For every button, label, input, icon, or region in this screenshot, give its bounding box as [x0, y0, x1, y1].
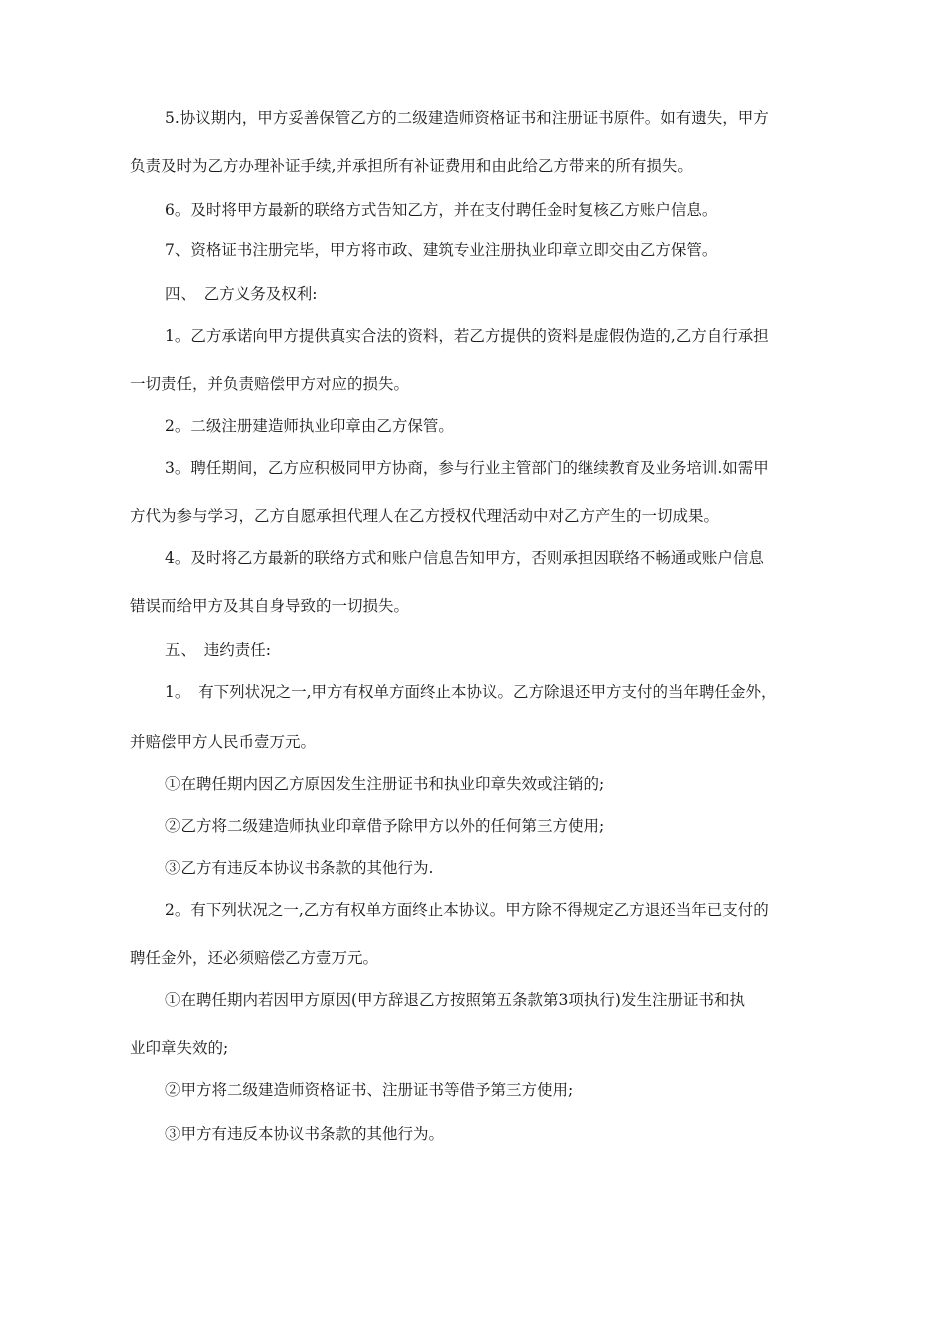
text-line: 聘任金外，还必须赔偿乙方壹万元。	[130, 949, 379, 967]
list-item: ③甲方有违反本协议书条款的其他行为。	[165, 1125, 445, 1143]
list-item: ①在聘任期内因乙方原因发生注册证书和执业印章失效或注销的;	[165, 775, 605, 793]
list-item: ③乙方有违反本协议书条款的其他行为.	[165, 859, 434, 877]
text-line: 7、资格证书注册完毕，甲方将市政、建筑专业注册执业印章立即交由乙方保管。	[165, 241, 718, 259]
text-line: 方代为参与学习，乙方自愿承担代理人在乙方授权代理活动中对乙方产生的一切成果。	[130, 507, 720, 525]
text-line: 负责及时为乙方办理补证手续,并承担所有补证费用和由此给乙方带来的所有损失。	[130, 157, 693, 175]
text-line: 2。二级注册建造师执业印章由乙方保管。	[165, 417, 454, 435]
text-line: 6。及时将甲方最新的联络方式告知乙方，并在支付聘任金时复核乙方账户信息。	[165, 201, 718, 219]
text-line: 错误而给甲方及其自身导致的一切损失。	[130, 597, 410, 615]
text-line: 2。有下列状况之一,乙方有权单方面终止本协议。甲方除不得规定乙方退还当年已支付的	[165, 901, 769, 919]
list-item: ②甲方将二级建造师资格证书、注册证书等借予第三方使用;	[165, 1081, 574, 1099]
text-line: 并赔偿甲方人民币壹万元。	[130, 733, 317, 751]
list-item: ②乙方将二级建造师执业印章借予除甲方以外的任何第三方使用;	[165, 817, 605, 835]
text-line: 1。 有下列状况之一,甲方有权单方面终止本协议。乙方除退还甲方支付的当年聘任金外，	[165, 683, 777, 701]
section-heading: 五、 违约责任:	[165, 641, 271, 659]
text-line: 5.协议期内，甲方妥善保管乙方的二级建造师资格证书和注册证书原件。如有遗失，甲方	[165, 109, 769, 127]
text-line: 业印章失效的;	[130, 1039, 229, 1057]
section-heading: 四、 乙方义务及权利:	[165, 285, 318, 303]
list-item: ①在聘任期内若因甲方原因(甲方辞退乙方按照第五条款第3项执行)发生注册证书和执	[165, 991, 745, 1009]
text-line: 4。及时将乙方最新的联络方式和账户信息告知甲方，否则承担因联络不畅通或账户信息	[165, 549, 764, 567]
text-line: 1。乙方承诺向甲方提供真实合法的资料，若乙方提供的资料是虚假伪造的,乙方自行承担	[165, 327, 769, 345]
text-line: 3。聘任期间，乙方应积极同甲方协商，参与行业主管部门的继续教育及业务培训.如需甲	[165, 459, 769, 477]
text-line: 一切责任，并负责赔偿甲方对应的损失。	[130, 375, 410, 393]
